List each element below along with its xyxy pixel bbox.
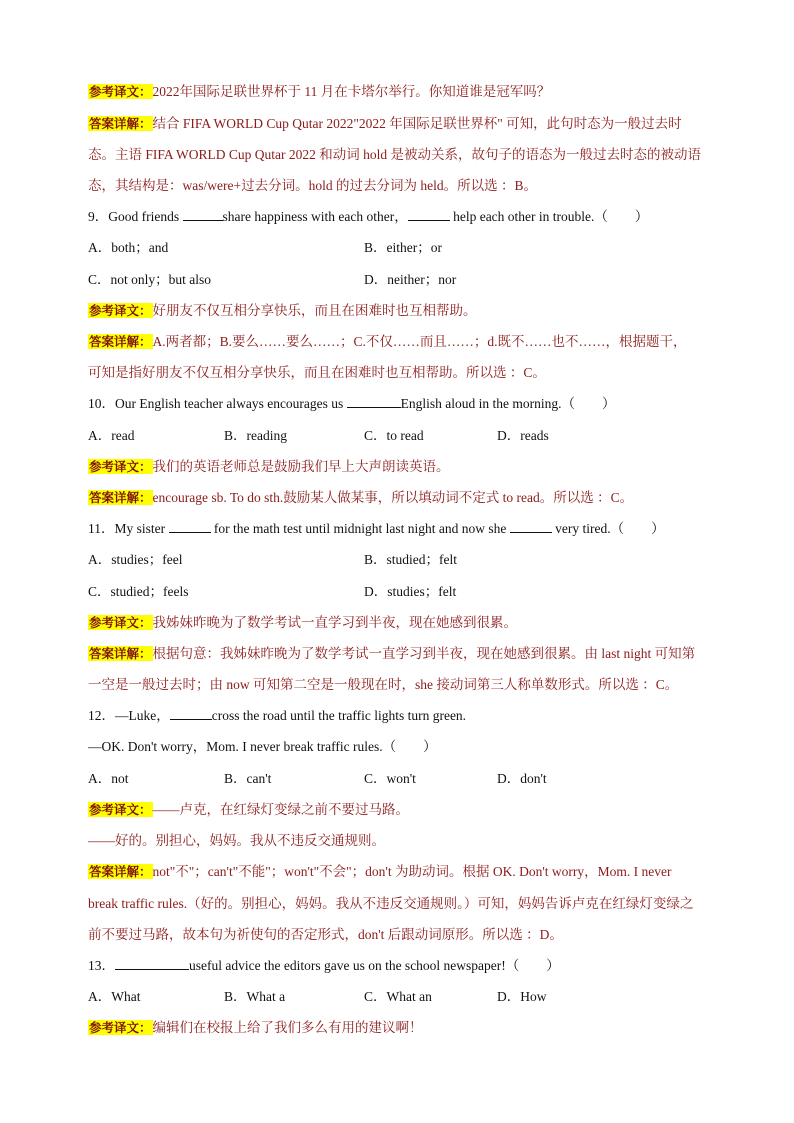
answer-line xyxy=(88,114,734,134)
translation-tag: 参考译文： xyxy=(89,1020,152,1035)
option-c: C．to read xyxy=(364,428,424,443)
question-9-stem xyxy=(88,207,734,227)
translation-text: 好朋友不仅互相分享快乐，而且在困难时也互相帮助。 xyxy=(152,303,477,318)
translation-tag: 参考译文： xyxy=(89,615,152,630)
answer-line xyxy=(88,862,734,882)
answer-blank xyxy=(510,520,552,533)
answer-blank xyxy=(347,395,401,408)
answer-line-2: break traffic rules.（好的。别担心，妈妈。我从不违反交通规则。）可知，妈妈告诉卢克在红绿灯变绿之 xyxy=(88,896,694,911)
answer-blank xyxy=(408,208,450,221)
answer-tag: 答案详解： xyxy=(89,646,152,661)
answer-blank xyxy=(169,520,211,533)
answer-text: A.两者都；B.要么……要么……；C.不仅……而且……；d.既不……也不……，根据题干， xyxy=(152,334,687,349)
option-d: D．don't xyxy=(497,771,547,786)
option-b: B．reading xyxy=(224,428,287,443)
answer-tag: 答案详解： xyxy=(89,116,152,131)
answer-line-2: 一空是一般过去时；由 now 可知第二空是一般现在时，she 接动词第三人称单数形式。所以选 ：C。 xyxy=(88,677,679,692)
answer-line xyxy=(88,488,734,508)
translation-text: 2022年国际足联世界杯于 11 月在卡塔尔举行。你知道谁是冠军吗？ xyxy=(152,84,551,99)
stem-text: 10．Our English teacher always encourages us xyxy=(88,396,347,411)
translation-line xyxy=(88,457,734,477)
question-11-stem xyxy=(88,519,734,539)
stem-text: 11．My sister xyxy=(88,521,169,536)
option-b: B．can't xyxy=(224,771,272,786)
answer-line xyxy=(88,332,734,352)
translation-text: ——卢克，在红绿灯变绿之前不要过马路。 xyxy=(152,802,410,817)
answer-text: encourage sb. To do sth.鼓励某人做某事，所以填动词不定式 to read。所以选 ：C。 xyxy=(152,490,634,505)
question-12-stem xyxy=(88,706,734,726)
answer-blank xyxy=(170,707,212,720)
option-b: B．What a xyxy=(224,989,286,1004)
stem-text: very tired.（ ） xyxy=(551,521,665,536)
answer-tag: 答案详解： xyxy=(89,490,152,505)
translation-tag: 参考译文： xyxy=(89,303,152,318)
option-d: D．neither；nor xyxy=(364,272,457,287)
translation-line xyxy=(88,800,734,820)
option-c: C．won't xyxy=(364,771,416,786)
option-c: C．studied；feels xyxy=(88,584,189,599)
stem-text: 12．—Luke， xyxy=(88,708,170,723)
answer-line-2: 态。主语 FIFA WORLD Cup Qutar 2022 和动词 hold 是被动关系，故句子的语态为一般过去时态的被动语 xyxy=(88,147,702,162)
option-b: B．either；or xyxy=(364,240,442,255)
answer-line xyxy=(88,644,734,664)
answer-line-3: 前不要过马路，故本句为祈使句的否定形式，don't 后跟动词原形。所以选 ：D。 xyxy=(88,927,563,942)
answer-text: 结合 FIFA WORLD Cup Qutar 2022"2022 年国际足联世界杯" 可知，此句时态为一般过去时 xyxy=(152,116,682,131)
stem-text: useful advice the editors gave us on the school newspaper!（ ） xyxy=(189,958,560,973)
translation-tag: 参考译文： xyxy=(89,459,152,474)
stem-text: share happiness with each other， xyxy=(222,209,408,224)
option-a: A．both；and xyxy=(88,240,169,255)
stem-text: 13． xyxy=(88,958,115,973)
option-a: A．read xyxy=(88,428,135,443)
option-c: C．What an xyxy=(364,989,432,1004)
answer-blank xyxy=(183,208,223,221)
answer-tag: 答案详解： xyxy=(89,864,152,879)
answer-text: not"不"；can't"不能"；won't"不会"；don't 为助动词。根据 OK. Don't worry，Mom. I never xyxy=(152,864,672,879)
stem-text: English aloud in the morning.（ ） xyxy=(400,396,616,411)
question-10-stem xyxy=(88,394,734,414)
translation-text: 编辑们在校报上给了我们多么有用的建议啊！ xyxy=(152,1020,423,1035)
stem-text: cross the road until the traffic lights turn green. xyxy=(211,708,467,723)
option-a: A．not xyxy=(88,771,129,786)
option-c: C．not only；but also xyxy=(88,272,212,287)
answer-text: 根据句意：我姊妹昨晚为了数学考试一直学习到半夜，现在她感到很累。由 last night 可知第 xyxy=(152,646,696,661)
option-a: A．What xyxy=(88,989,141,1004)
translation-line xyxy=(88,1018,734,1038)
translation-line xyxy=(88,613,734,633)
stem-text: for the math test until midnight last night and now she xyxy=(210,521,510,536)
answer-line-2: 可知是指好朋友不仅互相分享快乐，而且在困难时也互相帮助。所以选 ：C。 xyxy=(88,365,546,380)
translation-tag: 参考译文： xyxy=(89,802,152,817)
stem-text: 9．Good friends xyxy=(88,209,183,224)
option-d: D．reads xyxy=(497,428,549,443)
translation-text: 我姊妹昨晚为了数学考试一直学习到半夜，现在她感到很累。 xyxy=(152,615,518,630)
question-13-stem xyxy=(88,956,734,976)
translation-line xyxy=(88,301,734,321)
option-d: D．How xyxy=(497,989,547,1004)
translation-line-2: ——好的。别担心，妈妈。我从不违反交通规则。 xyxy=(88,833,385,848)
answer-blank xyxy=(115,957,189,970)
stem-text: help each other in trouble.（ ） xyxy=(449,209,649,224)
translation-text: 我们的英语老师总是鼓励我们早上大声朗读英语。 xyxy=(152,459,450,474)
option-a: A．studies；feel xyxy=(88,552,183,567)
translation-tag: 参考译文： xyxy=(89,84,152,99)
option-b: B．studied；felt xyxy=(364,552,457,567)
translation-line xyxy=(88,82,734,102)
option-d: D．studies；felt xyxy=(364,584,457,599)
answer-line-3: 态，其结构是：was/were+过去分词。hold 的过去分词为 held。所以选 ：B。 xyxy=(88,178,537,193)
question-12-reply: —OK. Don't worry，Mom. I never break traffic rules.（ ） xyxy=(88,739,437,754)
answer-tag: 答案详解： xyxy=(89,334,152,349)
